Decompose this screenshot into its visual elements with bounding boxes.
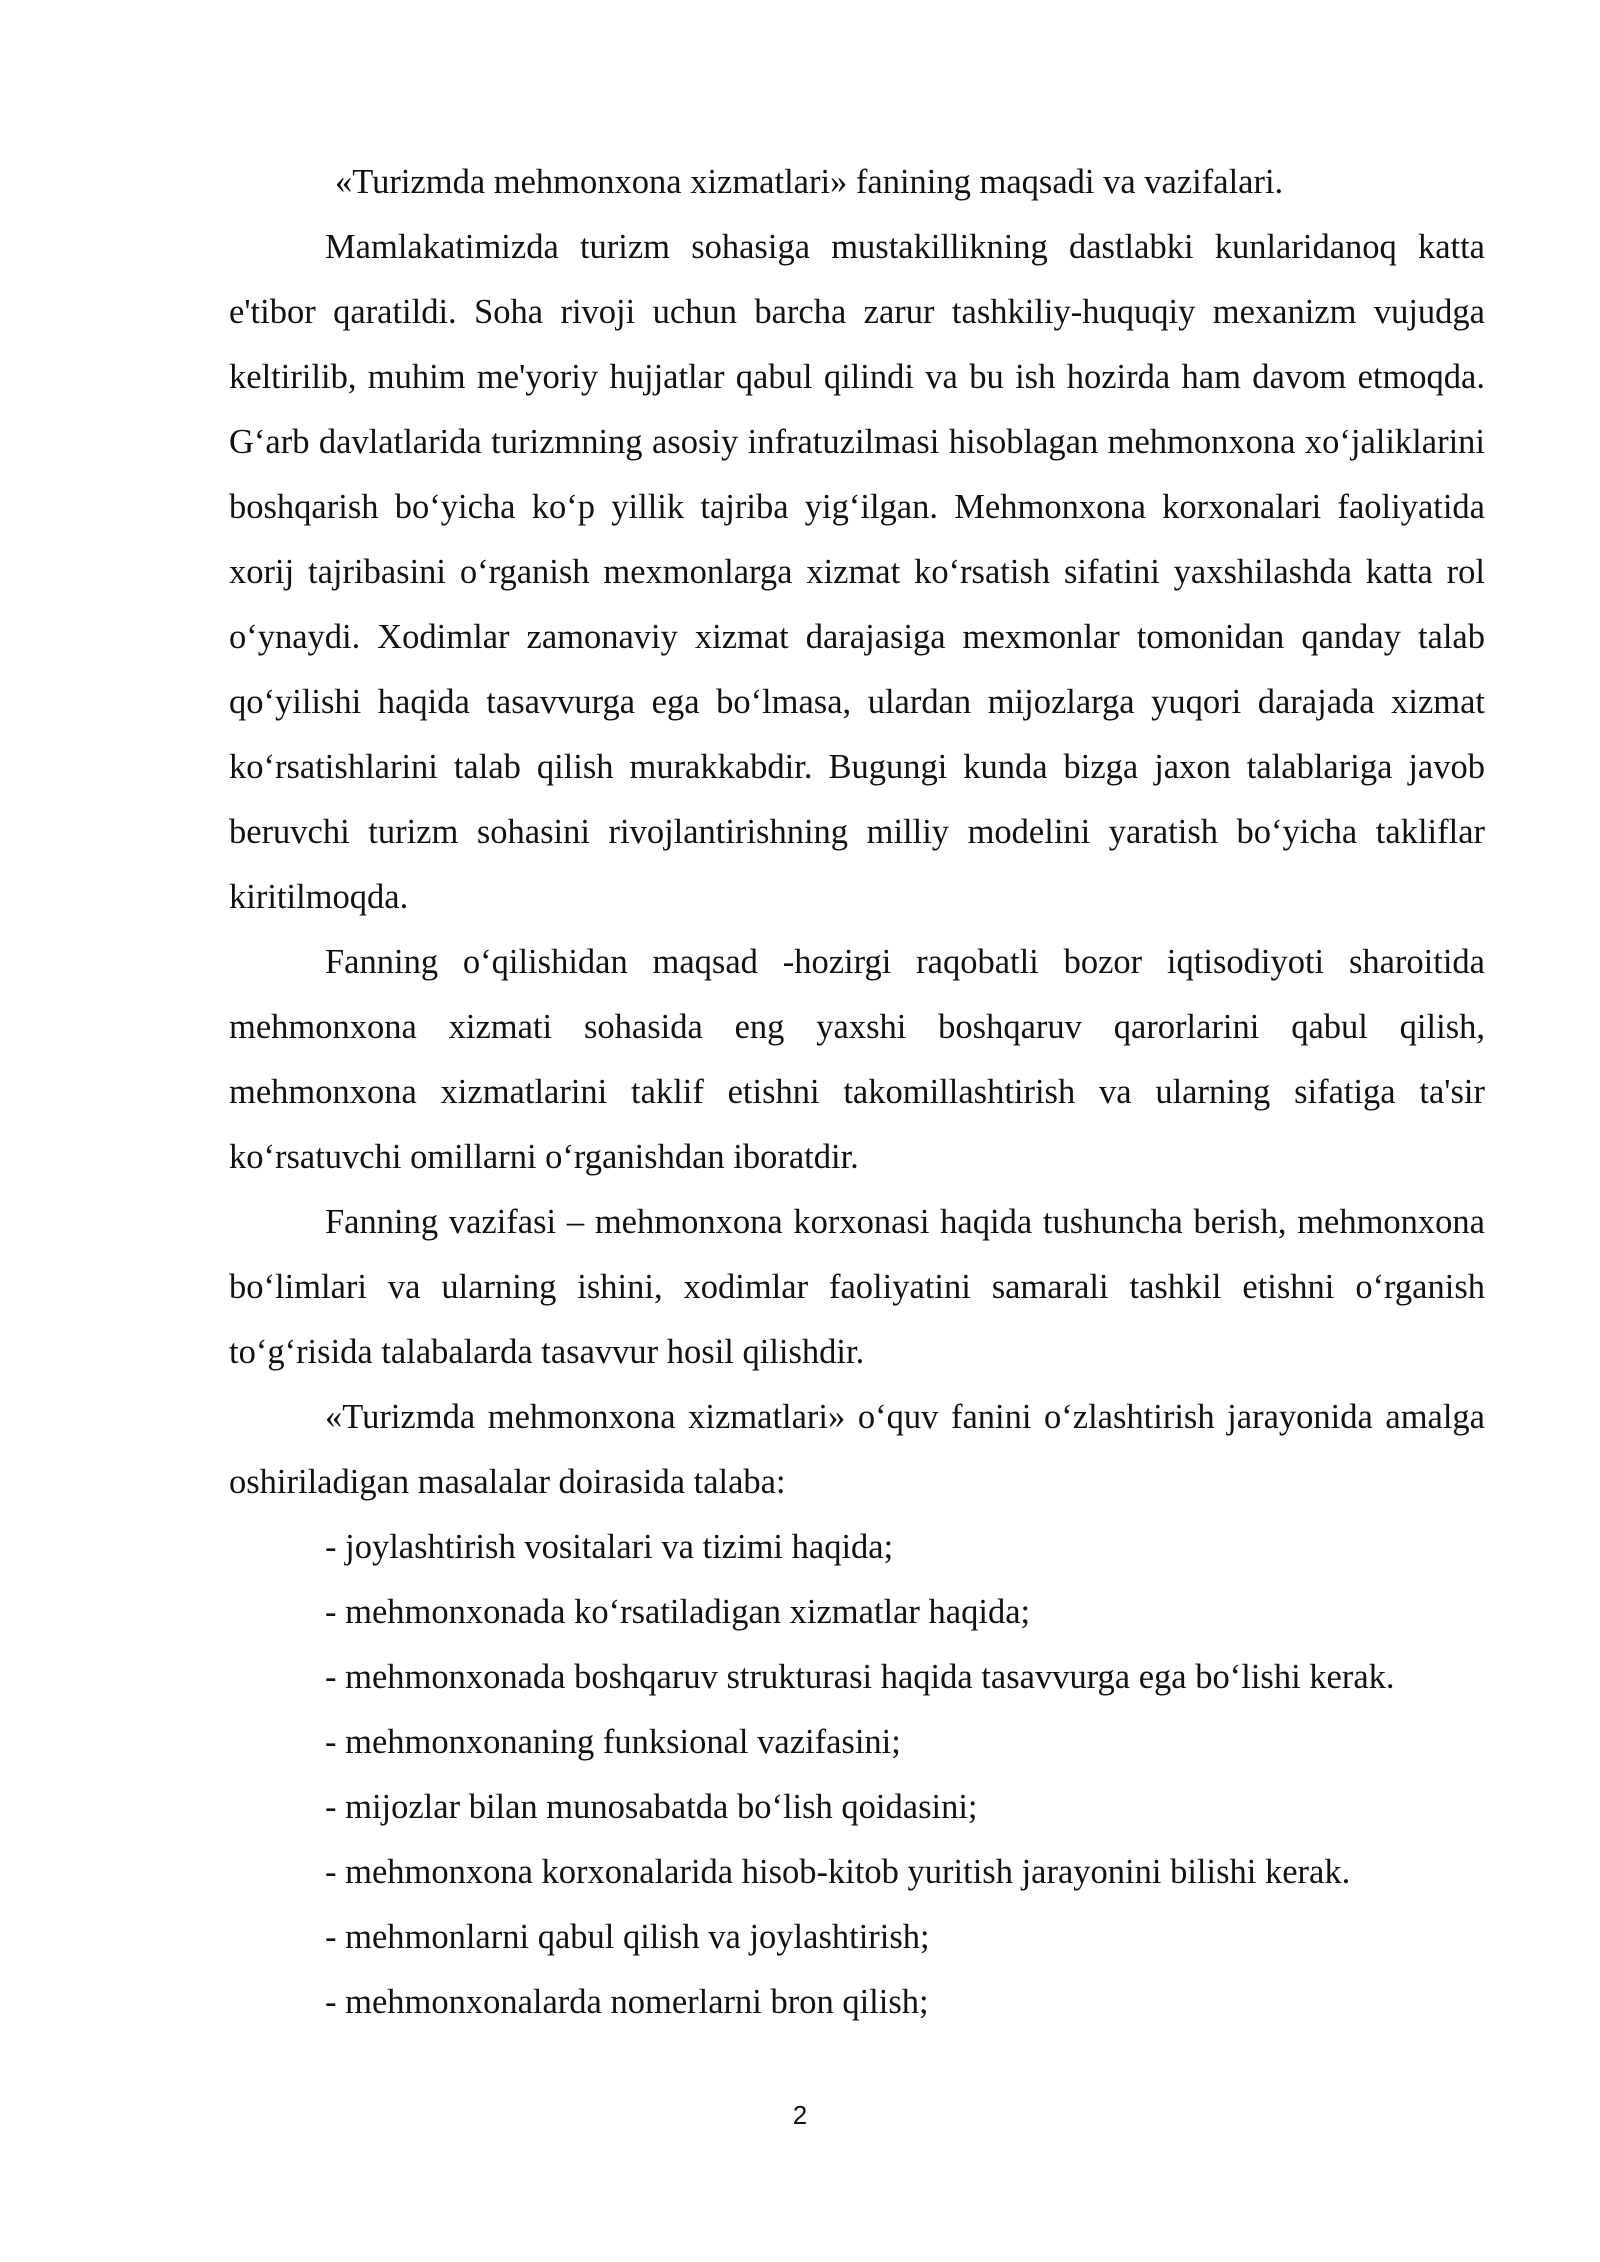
paragraph-requirements: «Turizmda mehmonxona xizmatlari» o‘quv fanini o‘zlashtirish jarayonida amalga oshiriladigan masalalar doirasida talaba: bbox=[229, 1398, 1485, 1501]
list-item: - mijozlar bilan munosabatda bo‘lish qoidasini; bbox=[325, 1788, 978, 1826]
page-number: 2 bbox=[792, 2100, 808, 2130]
list-item: - mehmonxonada ko‘rsatiladigan xizmatlar haqida; bbox=[325, 1593, 1031, 1631]
list-item: - mehmonxona korxonalarida hisob-kitob yuritish jarayonini bilishi kerak. bbox=[325, 1853, 1351, 1891]
list-item: - mehmonxonalarda nomerlarni bron qilish; bbox=[325, 1983, 929, 2021]
document-title: «Turizmda mehmonxona xizmatlari» fanining maqsadi va vazifalari. bbox=[335, 163, 1284, 201]
list-item: - mehmonlarni qabul qilish va joylashtirish; bbox=[325, 1918, 930, 1956]
paragraph-intro: Mamlakatimizda turizm sohasiga mustakillikning dastlabki kunlaridanoq katta e'tibor qaratildi. Soha rivoji uchun barcha zarur tashkiliy-huquqiy mexanizm vujudga keltirilib, muhim me'yoriy hujjatlar qabul qilindi va bu ish hozirda ham davom etmoqda. G‘arb davlatlarida turizmning asosiy infratuzilmasi hisoblagan mehmonxona xo‘jaliklarini boshqarish bo‘yicha ko‘p yillik tajriba yig‘ilgan. Mehmonxona korxonalari faoliyatida xorij tajribasini o‘rganish mexmonlarga xizmat ko‘rsatish sifatini yaxshilashda katta rol o‘ynaydi. Xodimlar zamonaviy xizmat darajasiga mexmonlar tomonidan qanday talab qo‘yilishi haqida tasavvurga ega bo‘lmasa, ulardan mijozlarga yuqori darajada xizmat ko‘rsatishlarini talab qilish murakkabdir. Bugungi kunda bizga jaxon talablariga javob beruvchi turizm sohasini rivojlantirishning milliy modelini yaratish bo‘yicha takliflar kiritilmoqda. bbox=[229, 228, 1485, 916]
list-item: - joylashtirish vositalari va tizimi haqida; bbox=[325, 1528, 894, 1566]
list-item: - mehmonxonada boshqaruv strukturasi haqida tasavvurga ega bo‘lishi kerak. bbox=[325, 1658, 1395, 1696]
document-body bbox=[229, 150, 1485, 2035]
list-item: - mehmonxonaning funksional vazifasini; bbox=[325, 1723, 901, 1761]
paragraph-purpose: Fanning o‘qilishidan maqsad -hozirgi raqobatli bozor iqtisodiyoti sharoitida mehmonxona xizmati sohasida eng yaxshi boshqaruv qarorlarini qabul qilish, mehmonxona xizmatlarini taklif etishni takomillashtirish va ularning sifatiga ta'sir ko‘rsatuvchi omillarni o‘rganishdan iboratdir. bbox=[229, 943, 1485, 1176]
paragraph-tasks: Fanning vazifasi – mehmonxona korxonasi haqida tushuncha berish, mehmonxona bo‘limlari va ularning ishini, xodimlar faoliyatini samarali tashkil etishni o‘rganish to‘g‘risida talabalarda tasavvur hosil qilishdir. bbox=[229, 1203, 1485, 1371]
